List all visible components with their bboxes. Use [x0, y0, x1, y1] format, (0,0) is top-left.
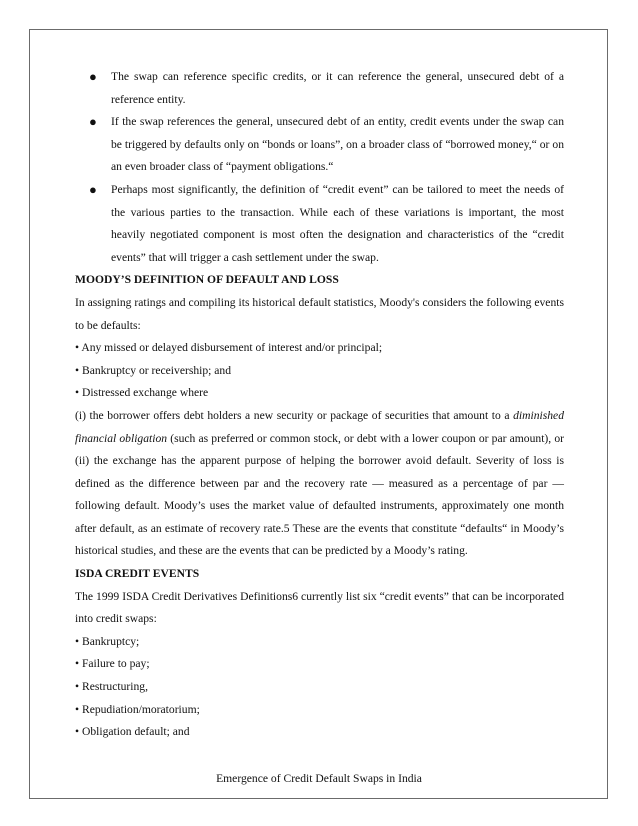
- paragraph: The 1999 ISDA Credit Derivatives Definitions6 currently list six “credit events” that can be incorporated into credit swaps:: [75, 589, 564, 626]
- paragraph: In assigning ratings and compiling its historical default statistics, Moody's considers the following events to be defaults:: [75, 295, 564, 332]
- paragraph: [75, 405, 564, 563]
- document-body: [75, 66, 564, 744]
- bullet-text: If the swap references the general, unsecured debt of an entity, credit events under the swap can be triggered by defaults only on “bonds or loans”, on a broader class of “borrowed money,“ or on an even broader class of “payment obligations.“: [111, 115, 564, 174]
- paragraph-text: (i) the borrower offers debt holders a new security or package of securities that amount to a: [75, 408, 514, 422]
- italic-term: diminished financial obligation: [75, 408, 564, 445]
- list-item: • Repudiation/moratorium;: [75, 702, 200, 716]
- list-item: • Any missed or delayed disbursement of interest and/or principal;: [75, 341, 383, 355]
- list-item: • Obligation default; and: [75, 725, 190, 739]
- page-footer: Emergence of Credit Default Swaps in India: [216, 772, 422, 785]
- list-item: • Bankruptcy;: [75, 634, 140, 648]
- section-heading: MOODY’S DEFINITION OF DEFAULT AND LOSS: [75, 273, 339, 287]
- bullet-dot-icon: ●: [89, 181, 97, 197]
- paragraph-text: (such as preferred or common stock, or debt with a lower coupon or par amount), or (ii) the exchange has the apparent purpose of helping the borrower avoid default. Severity of loss is defined as the difference between par and the recovery rate — measured as a percentage of par — following default. Moody’s uses the market value of defaulted instruments, approximately one month after default, as an estimate of recovery rate.5 These are the events that constitute “defaults“ in Moody’s historical studies, and these are the events that can be predicted by a Moody’s rating.: [75, 431, 564, 558]
- section-heading: ISDA CREDIT EVENTS: [75, 567, 200, 581]
- bullet-item: [75, 179, 564, 269]
- list-item: • Bankruptcy or receivership; and: [75, 363, 232, 377]
- bullet-item: [75, 111, 564, 179]
- list-item: • Failure to pay;: [75, 657, 150, 671]
- list-item: • Distressed exchange where: [75, 386, 209, 400]
- bullet-text: The swap can reference specific credits, or it can reference the general, unsecured debt of a reference entity.: [111, 70, 564, 106]
- bullet-dot-icon: ●: [89, 69, 97, 84]
- bullet-text: Perhaps most significantly, the definition of “credit event” can be tailored to meet the needs of the various parties to the transaction. While each of these variations is important, the most heavily negotiated component is most often the designation and characteristics of the “credit events” that will trigger a cash settlement under the swap.: [111, 182, 564, 264]
- bullet-dot-icon: ●: [89, 114, 97, 130]
- bullet-item: [75, 66, 564, 111]
- list-item: • Restructuring,: [75, 680, 148, 694]
